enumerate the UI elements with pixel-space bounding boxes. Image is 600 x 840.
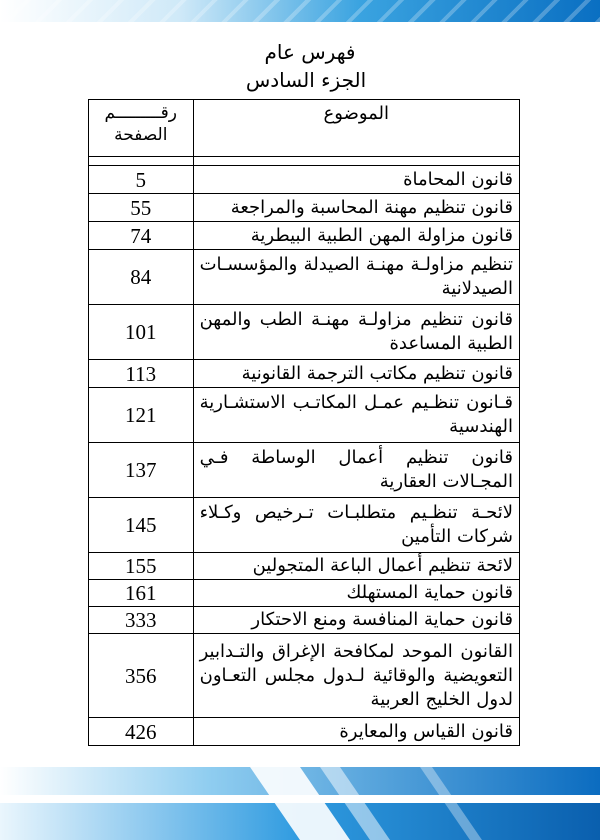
header-page-line1: رقـــــــــم: [104, 103, 178, 123]
row-topic: قـانون تنظـيم عمـل المكاتـب الاستشـارية الهندسية: [193, 388, 519, 443]
top-decorative-band: [0, 0, 600, 22]
row-topic: قانون تنظيم أعمال الوساطة فـي المجـالات العقارية: [193, 443, 519, 498]
row-page: 155: [89, 553, 194, 580]
row-topic: قانون تنظيم مزاولـة مهنـة الطب والمهن الطبية المساعدة: [193, 305, 519, 360]
spacer-cell: [193, 157, 519, 166]
row-page: 356: [89, 634, 194, 718]
table-row: [89, 194, 520, 222]
row-page: 121: [89, 388, 194, 443]
row-topic: القانون الموحد لمكافحة الإغراق والتـدابير التعويضية والوقائية لـدول مجلس التعـاون لدول الخليج العربية: [193, 634, 519, 718]
row-page: 84: [89, 250, 194, 305]
row-topic: قانون تنظيم مهنة المحاسبة والمراجعة: [193, 194, 519, 222]
row-page: 145: [89, 498, 194, 553]
row-topic: قانون حماية المستهلك: [193, 580, 519, 607]
bottom-wave-graphic: [0, 755, 600, 840]
table-row: [89, 718, 520, 746]
row-page: 137: [89, 443, 194, 498]
table-row: [89, 498, 520, 553]
page-title: فهرس عام: [264, 40, 356, 64]
table-row: [89, 388, 520, 443]
header-page-line2: الصفحة: [114, 125, 168, 145]
row-page: 161: [89, 580, 194, 607]
table-row: [89, 360, 520, 388]
index-table-header: [89, 100, 520, 157]
row-topic: لائحـة تنظـيم متطلبـات تـرخيص وكـلاء شركات التأمين: [193, 498, 519, 553]
row-topic: تنظيم مزاولـة مهنـة الصيدلة والمؤسسـات الصيدلانية: [193, 250, 519, 305]
table-row: [89, 166, 520, 194]
row-page: 101: [89, 305, 194, 360]
row-topic: قانون مزاولة المهن الطبية البيطرية: [193, 222, 519, 250]
row-page: 113: [89, 360, 194, 388]
bottom-decorative-band: [0, 755, 600, 840]
table-row: [89, 607, 520, 634]
table-row: [89, 250, 520, 305]
row-page: 5: [89, 166, 194, 194]
row-topic: قانون حماية المنافسة ومنع الاحتكار: [193, 607, 519, 634]
index-titles: [0, 38, 600, 94]
spacer-cell: [89, 157, 194, 166]
table-row: [89, 222, 520, 250]
table-row: [89, 634, 520, 718]
row-topic: لائحة تنظيم أعمال الباعة المتجولين: [193, 553, 519, 580]
row-topic: قانون القياس والمعايرة: [193, 718, 519, 746]
table-row: [89, 553, 520, 580]
table-row: [89, 580, 520, 607]
header-topic: الموضوع: [193, 100, 519, 157]
row-page: 74: [89, 222, 194, 250]
row-page: 333: [89, 607, 194, 634]
row-topic: قانون المحاماة: [193, 166, 519, 194]
row-topic: قانون تنظيم مكاتب الترجمة القانونية: [193, 360, 519, 388]
page-subtitle: الجزء السادس: [245, 68, 367, 92]
row-page: 426: [89, 718, 194, 746]
row-page: 55: [89, 194, 194, 222]
table-row: [89, 305, 520, 360]
header-page-number: [89, 100, 194, 157]
table-spacer-row: [89, 157, 520, 166]
index-table: [88, 99, 520, 746]
table-row: [89, 443, 520, 498]
